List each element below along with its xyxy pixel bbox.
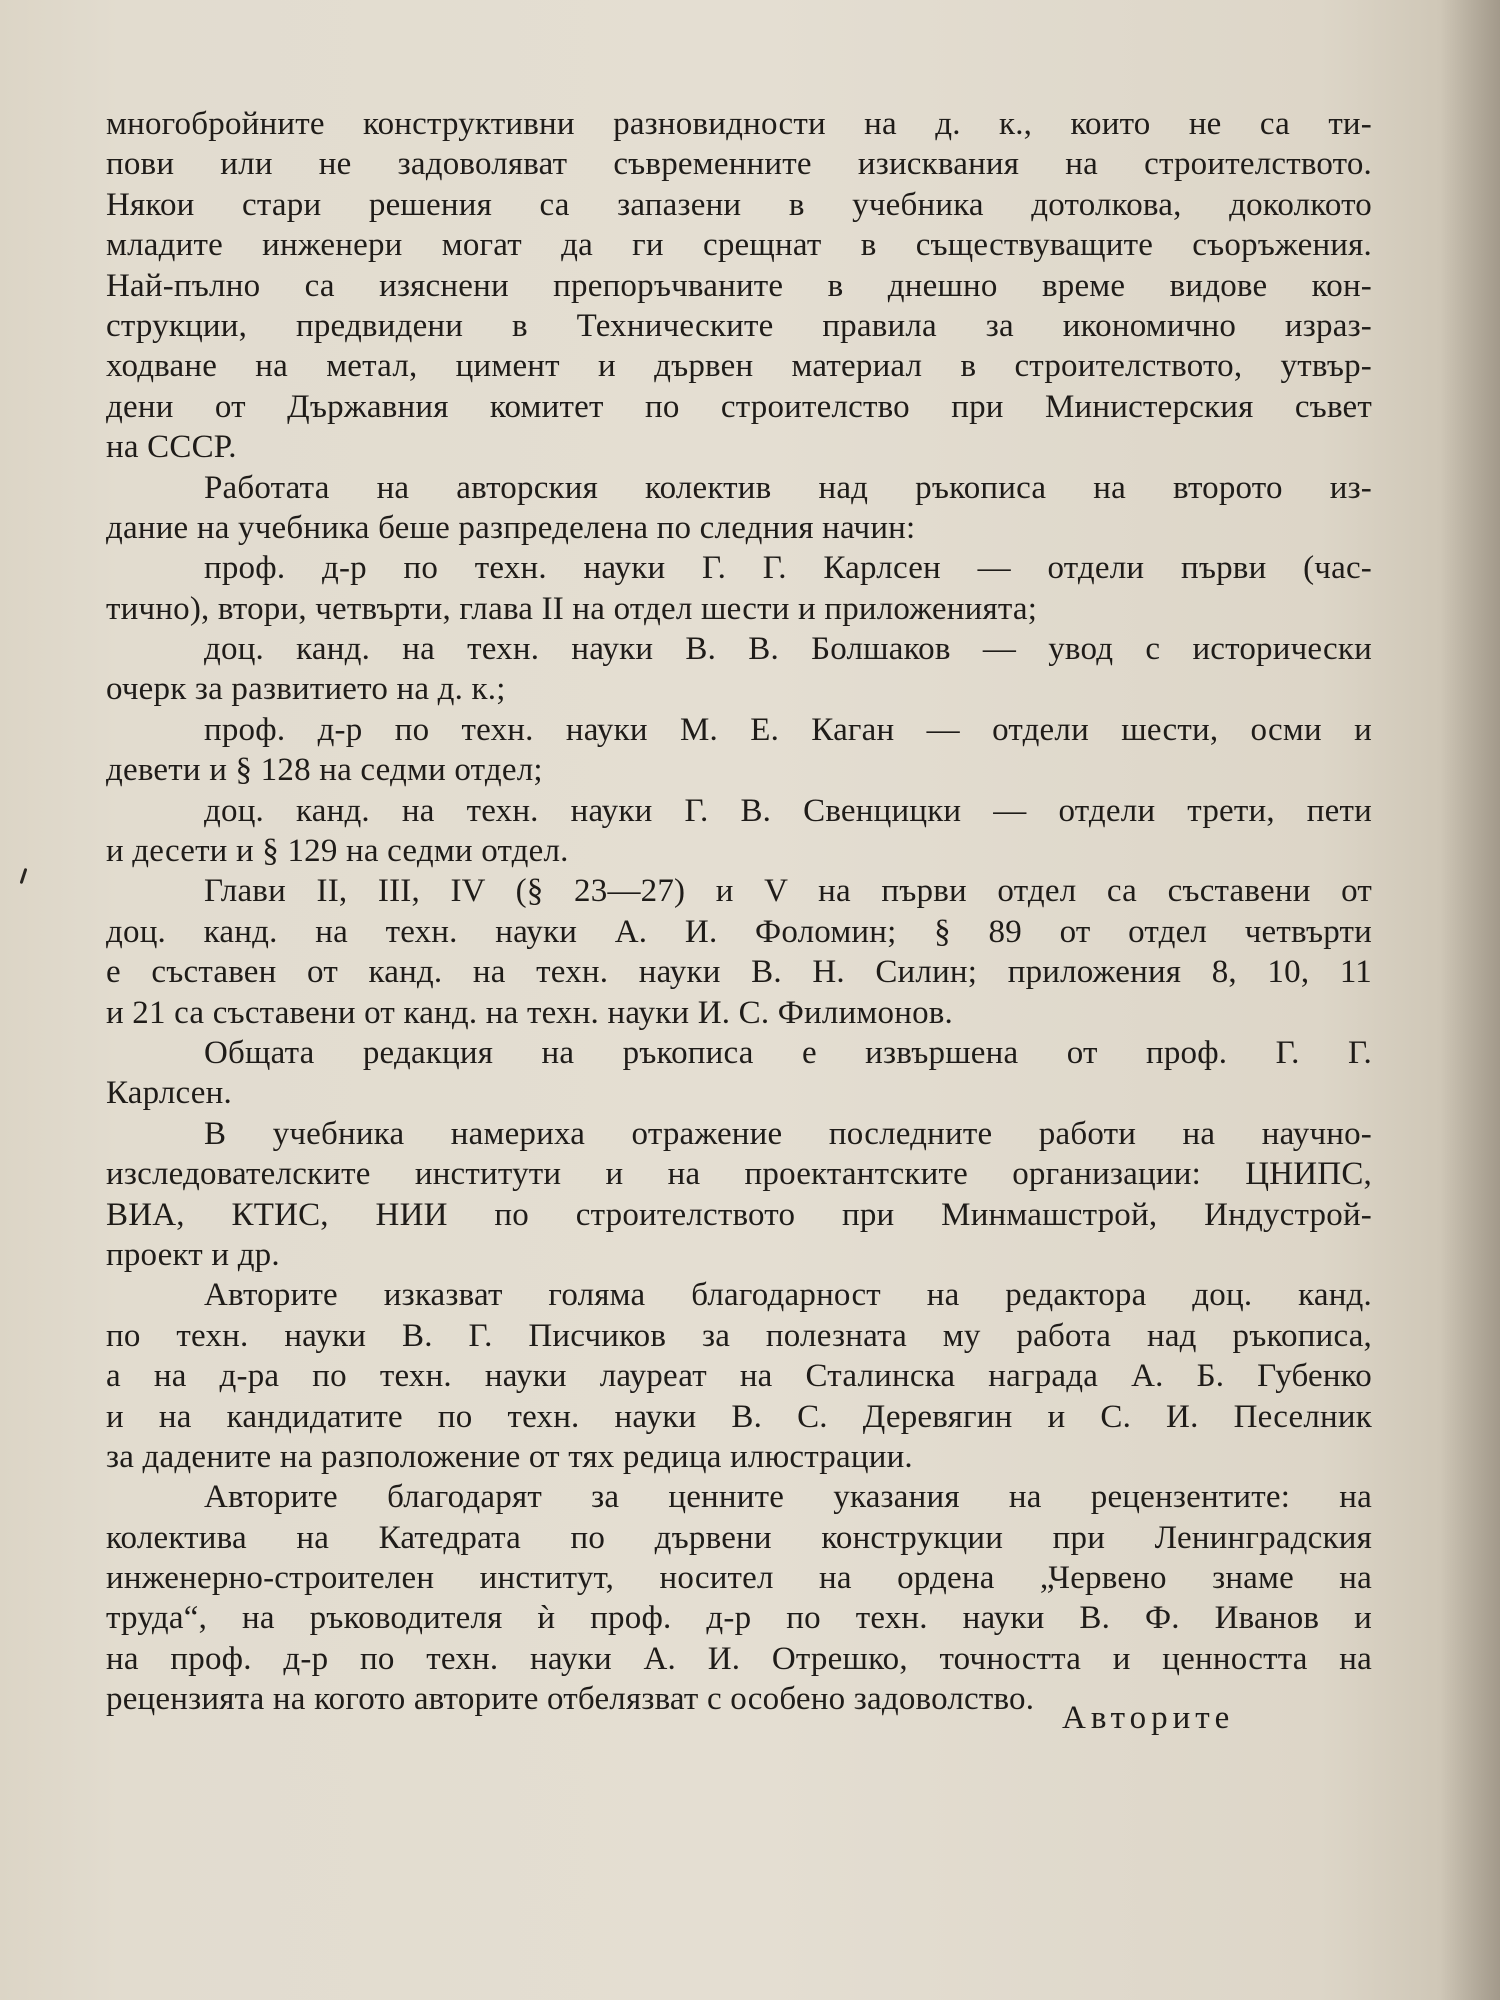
text-line: по техн. науки В. Г. Писчиков за полезната му работа над ръкописа, bbox=[106, 1317, 1372, 1354]
text-line: рецензията на когото авторите отбелязват с особено задоволство. bbox=[106, 1681, 1035, 1718]
text-line: доц. канд. на техн. науки Г. В. Свенцицки — отдели трети, пети bbox=[204, 792, 1372, 829]
text-line: В учебника намериха отражение последните работи на научно- bbox=[204, 1115, 1372, 1152]
text-line: Някои стари решения са запазени в учебника дотолкова, доколкото bbox=[106, 186, 1372, 223]
text-line: за дадените на разположение от тях редица илюстрации. bbox=[106, 1438, 913, 1475]
body-text bbox=[106, 104, 1372, 1720]
text-line: ВИА, КТИС, НИИ по строителството при Минмашстрой, Индустрой- bbox=[106, 1196, 1372, 1233]
text-line: на проф. д-р по техн. науки А. И. Отрешко, точността и ценността на bbox=[106, 1640, 1372, 1677]
text-line: труда“, на ръководителя ѝ проф. д-р по техн. науки В. Ф. Иванов и bbox=[106, 1600, 1372, 1637]
text-line: е съставен от канд. на техн. науки В. Н. Силин; приложения 8, 10, 11 bbox=[106, 954, 1372, 991]
signature: Авторите bbox=[1062, 1700, 1235, 1736]
text-line: многобройните конструктивни разновидности на д. к., които не са ти- bbox=[106, 106, 1372, 142]
text-line: доц. канд. на техн. науки В. В. Болшаков — увод с исторически bbox=[204, 631, 1372, 668]
text-line: Работата на авторския колектив над ръкописа на второто из- bbox=[204, 469, 1372, 506]
text-line: проект и др. bbox=[106, 1236, 280, 1273]
text-line: Общата редакция на ръкописа е извършена от проф. Г. Г. bbox=[204, 1034, 1372, 1071]
ink-mark bbox=[20, 868, 28, 884]
text-line: колектива на Катедрата по дървени конструкции при Ленинградския bbox=[106, 1519, 1372, 1556]
text-line: проф. д-р по техн. науки Г. Г. Карлсен — отдели първи (час- bbox=[204, 550, 1372, 587]
text-line: очерк за развитието на д. к.; bbox=[106, 671, 506, 708]
text-line: а на д-ра по техн. науки лауреат на Сталинска награда А. Б. Губенко bbox=[106, 1358, 1372, 1395]
text-line: и десети и § 129 на седми отдел. bbox=[106, 833, 569, 870]
text-line: доц. канд. на техн. науки А. И. Фоломин; § 89 от отдел четвърти bbox=[106, 913, 1372, 950]
text-line: и на кандидатите по техн. науки В. С. Деревягин и С. И. Песелник bbox=[106, 1398, 1372, 1435]
text-line: Авторите благодарят за ценните указания на рецензентите: на bbox=[204, 1479, 1372, 1516]
text-line: тично), втори, четвърти, глава II на отдел шести и приложенията; bbox=[106, 590, 1038, 627]
text-line: младите инженери могат да ги срещнат в съществуващите съоръжения. bbox=[106, 227, 1372, 264]
text-line: Най-пълно са изяснени препоръчваните в днешно време видове кон- bbox=[106, 267, 1372, 304]
text-line: инженерно-строителен институт, носител на ордена „Червено знаме на bbox=[106, 1560, 1372, 1597]
text-line: ходване на метал, цимент и дървен материал в строителството, утвър- bbox=[106, 348, 1372, 385]
text-line: Глави II, III, IV (§ 23—27) и V на първи отдел са съставени от bbox=[204, 873, 1372, 910]
text-line: и 21 са съставени от канд. на техн. науки И. С. Филимонов. bbox=[106, 994, 954, 1031]
text-line: на СССР. bbox=[106, 429, 237, 466]
text-line: девети и § 128 на седми отдел; bbox=[106, 752, 543, 789]
text-line: дени от Държавния комитет по строителство при Министерския съвет bbox=[106, 388, 1372, 425]
text-line: пови или не задоволяват съвременните изисквания на строителството. bbox=[106, 146, 1372, 183]
text-line: изследователските институти и на проектантските организации: ЦНИПС, bbox=[106, 1156, 1372, 1193]
text-line: дание на учебника беше разпределена по следния начин: bbox=[106, 509, 916, 546]
text-line: Авторите изказват голяма благодарност на редактора доц. канд. bbox=[204, 1277, 1372, 1314]
page-edge-shadow bbox=[1440, 0, 1500, 2000]
text-line: проф. д-р по техн. науки М. Е. Каган — отдели шести, осми и bbox=[204, 711, 1372, 748]
text-line: Карлсен. bbox=[106, 1075, 232, 1112]
text-line: струкции, предвидени в Техническите правила за икономично израз- bbox=[106, 307, 1372, 344]
